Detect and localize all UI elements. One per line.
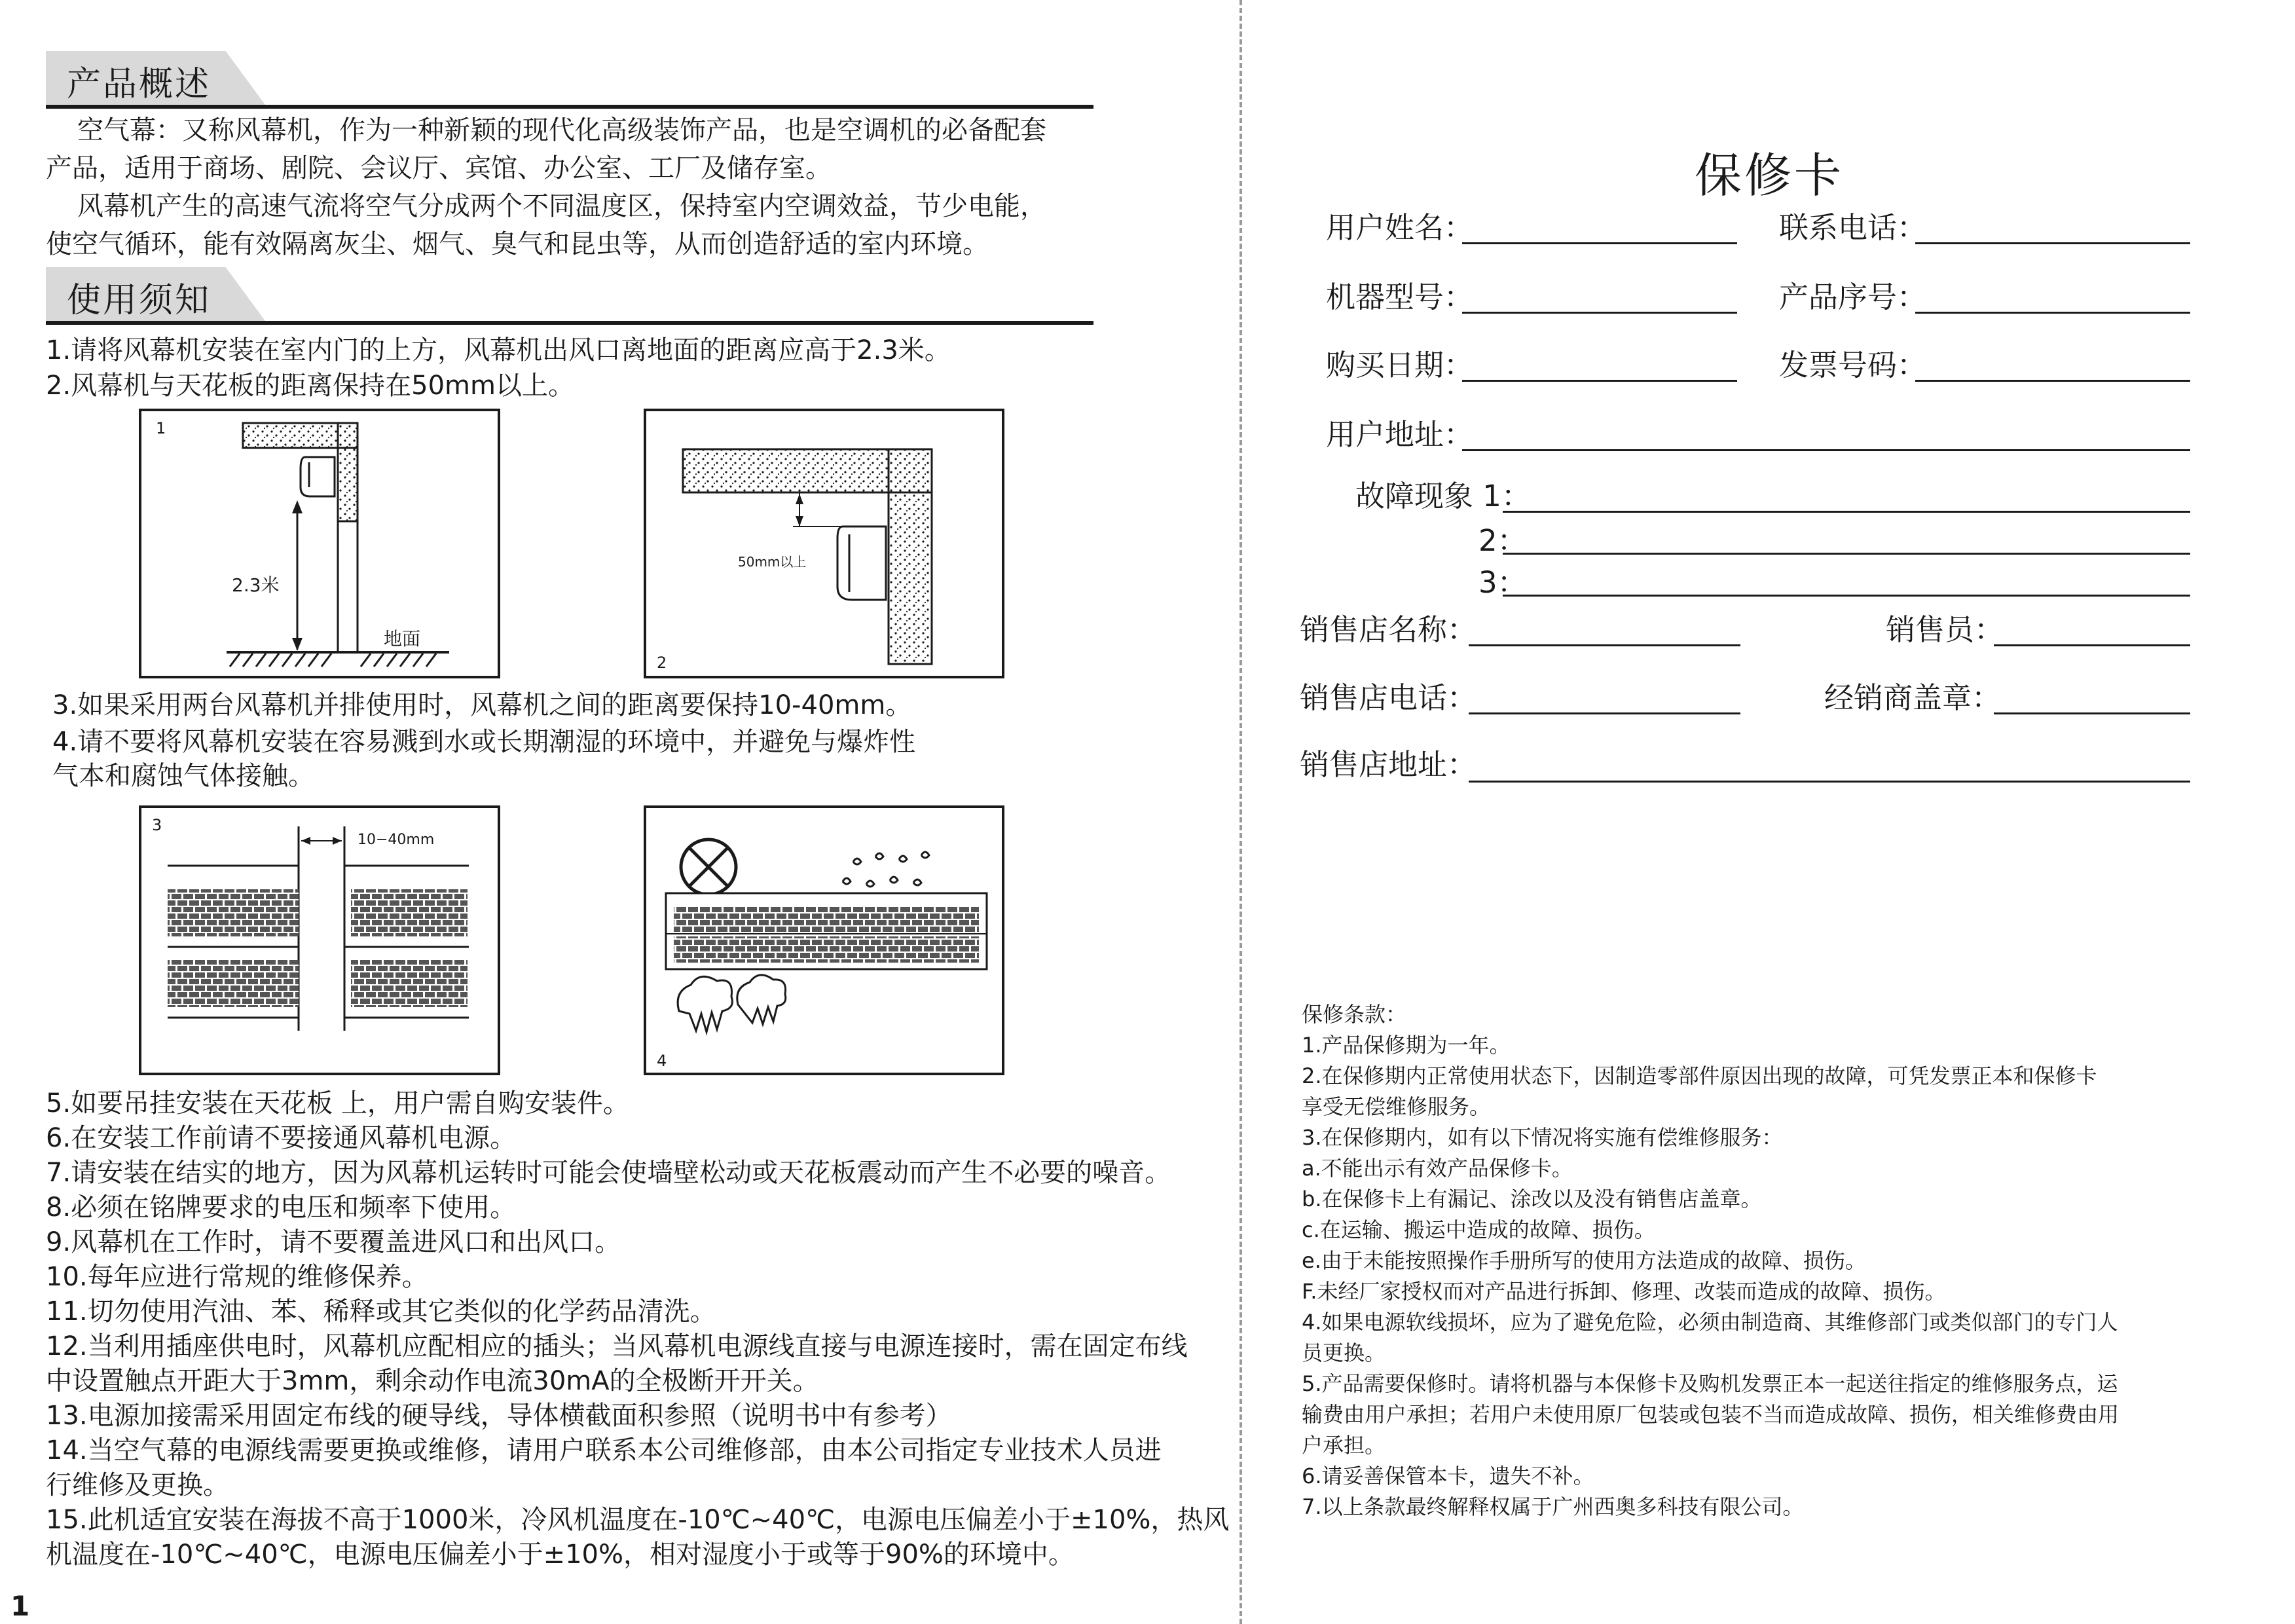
field-line-address[interactable] (1462, 449, 2190, 451)
field-label-address: 用户地址： (1326, 417, 1474, 452)
terms-line: e.由于未能按照操作手册所写的使用方法造成的故障、损伤。 (1302, 1248, 1866, 1273)
field-line-invoice-no[interactable] (1915, 380, 2190, 382)
rule-item: 7.请安装在结实的地方，因为风幕机运转时可能会使墙壁松动或天花板震动而产生不必要的噪音。 (46, 1158, 1171, 1188)
rule-item: 4.请不要将风幕机安装在容易溅到水或长期潮湿的环境中，并避免与爆炸性 (52, 727, 916, 757)
field-label-fault-2: 2： (1478, 523, 1527, 558)
figure-number: 1 (156, 419, 166, 437)
rule-item: 13.电源加接需采用固定布线的硬导线，导体横截面积参照（说明书中有参考） (46, 1401, 952, 1431)
terms-line: 2.在保修期内正常使用状态下，因制造零部件原因出现的故障，可凭发票正本和保修卡 (1302, 1063, 2097, 1088)
field-line-serial[interactable] (1915, 312, 2190, 314)
rule-item: 11.切勿使用汽油、苯、稀释或其它类似的化学药品清洗。 (46, 1297, 716, 1327)
field-line-fault-1[interactable] (1503, 511, 2190, 513)
terms-line: b.在保修卡上有漏记、涂改以及没有销售店盖章。 (1302, 1187, 1762, 1211)
field-label-store-name: 销售店名称： (1300, 612, 1477, 647)
terms-line: 输费由用户承担；若用户未使用原厂包装或包装不当而造成故障、损伤，相关维修费由用 (1302, 1402, 2120, 1427)
field-label-user-name: 用户姓名： (1326, 210, 1474, 245)
overview-line: 风幕机产生的高速气流将空气分成两个不同温度区，保持室内空调效益，节少电能， (77, 191, 1046, 221)
section-heading-usage (46, 267, 1093, 325)
field-line-phone[interactable] (1915, 242, 2190, 244)
field-label-purchase-date: 购买日期： (1326, 348, 1474, 382)
terms-line: 7.以上条款最终解释权属于广州西奥多科技有限公司。 (1302, 1494, 1804, 1519)
rule-item: 14.当空气幕的电源线需要更换或维修，请用户联系本公司维修部，由本公司指定专业技术人员进 (46, 1435, 1162, 1466)
field-label-invoice-no: 发票号码： (1779, 348, 1927, 382)
field-label-phone: 联系电话： (1779, 210, 1927, 245)
section-heading-overview (46, 51, 1093, 109)
rule-item: 6.在安装工作前请不要接通风幕机电源。 (46, 1123, 517, 1153)
figure-number: 4 (657, 1052, 667, 1070)
gap-label: 10−40mm (358, 832, 435, 848)
terms-line: a.不能出示有效产品保修卡。 (1302, 1156, 1573, 1181)
field-line-user-name[interactable] (1462, 242, 1737, 244)
field-label-serial: 产品序号： (1779, 280, 1927, 314)
rule-item: 10.每年应进行常规的维修保养。 (46, 1262, 428, 1292)
height-label: 2.3米 (232, 574, 280, 596)
overview-line: 产品，适用于商场、剧院、会议厅、宾馆、办公室、工厂及储存室。 (46, 153, 832, 183)
field-label-seller: 销售员： (1886, 612, 2004, 647)
figure-2-ceiling-clearance (644, 409, 1004, 678)
field-label-dealer-stamp: 经销商盖章： (1824, 680, 2002, 715)
terms-line: c.在运输、搬运中造成的故障、损伤。 (1302, 1217, 1655, 1242)
rule-item: 5.如要吊挂安装在天花板 上，用户需自购安装件。 (46, 1088, 629, 1118)
field-label-fault-1: 故障现象 1： (1355, 479, 1531, 513)
field-label-store-phone: 销售店电话： (1300, 680, 1477, 715)
terms-line: F.未经厂家授权而对产品进行拆卸、修理、改装而造成的故障、损伤。 (1302, 1279, 1946, 1304)
rule-item: 1.请将风幕机安装在室内门的上方，风幕机出风口离地面的距离应高于2.3米。 (46, 335, 951, 365)
figure-number: 3 (152, 816, 162, 834)
fold-divider (1239, 0, 1242, 1624)
terms-line: 4.如果电源软线损坏，应为了避免危险，必须由制造商、其维修部门或类似部门的专门人 (1302, 1310, 2118, 1335)
overview-line: 使空气循环，能有效隔离灰尘、烟气、臭气和昆虫等，从而创造舒适的室内环境。 (46, 229, 989, 259)
field-line-purchase-date[interactable] (1462, 380, 1737, 382)
field-line-dealer-stamp[interactable] (1994, 712, 2190, 714)
terms-line: 户承担。 (1302, 1433, 1386, 1458)
field-label-fault-3: 3： (1478, 565, 1527, 600)
rule-item: 8.必须在铭牌要求的电压和频率下使用。 (46, 1192, 517, 1223)
terms-line: 员更换。 (1302, 1340, 1386, 1365)
gap-label: 50mm以上 (738, 554, 807, 570)
field-line-fault-3[interactable] (1503, 595, 2190, 597)
terms-line: 享受无偿维修服务。 (1302, 1094, 1491, 1119)
field-line-model[interactable] (1462, 312, 1737, 314)
field-label-model: 机器型号： (1326, 280, 1474, 314)
page-number: 1 (10, 1590, 30, 1622)
rule-item: 9.风幕机在工作时，请不要覆盖进风口和出风口。 (46, 1227, 621, 1257)
terms-heading: 保修条款： (1302, 1002, 1407, 1027)
rule-item: 2.风幕机与天花板的距离保持在50mm以上。 (46, 371, 574, 401)
rule-item: 行维修及更换。 (46, 1470, 229, 1500)
field-label-store-address: 销售店地址： (1300, 747, 1477, 782)
figure-4-no-moisture (644, 805, 1004, 1075)
rule-item: 气本和腐蚀气体接触。 (52, 761, 314, 791)
overview-line: 空气幕：又称风幕机，作为一种新颖的现代化高级装饰产品，也是空调机的必备配套 (77, 115, 1046, 145)
warranty-title: 保修卡 (1695, 148, 1845, 203)
field-line-store-address[interactable] (1469, 781, 2190, 783)
figure-1-install-height (139, 409, 500, 678)
ground-label: 地面 (384, 628, 421, 650)
rule-item: 3.如果采用两台风幕机并排使用时，风幕机之间的距离要保持10-40mm。 (52, 690, 912, 720)
rule-item: 中设置触点开距大于3mm，剩余动作电流30mA的全极断开开关。 (46, 1366, 819, 1396)
rule-item: 12.当利用插座供电时，风幕机应配相应的插头；当风幕机电源线直接与电源连接时，需在固定布线 (46, 1331, 1188, 1361)
terms-line: 5.产品需要保修时。请将机器与本保修卡及购机发票正本一起送往指定的维修服务点，运 (1302, 1371, 2118, 1396)
terms-line: 1.产品保修期为一年。 (1302, 1033, 1511, 1058)
figure-number: 2 (657, 654, 667, 672)
field-line-fault-2[interactable] (1503, 553, 2190, 555)
terms-line: 6.请妥善保管本卡，遗失不补。 (1302, 1464, 1594, 1488)
heading-text: 产品概述 (67, 65, 211, 104)
field-line-store-phone[interactable] (1469, 712, 1740, 714)
field-line-store-name[interactable] (1469, 644, 1740, 646)
field-line-seller[interactable] (1994, 644, 2190, 646)
rule-item: 机温度在-10℃~40℃，电源电压偏差小于±10%，相对湿度小于或等于90%的环境中。 (46, 1540, 1074, 1570)
heading-text: 使用须知 (67, 281, 211, 320)
figure-3-side-by-side (139, 805, 500, 1075)
rule-item: 15.此机适宜安装在海拔不高于1000米，冷风机温度在-10℃~40℃，电源电压偏差小于±10%，热风 (46, 1505, 1230, 1535)
terms-line: 3.在保修期内，如有以下情况将实施有偿维修服务： (1302, 1125, 1783, 1150)
